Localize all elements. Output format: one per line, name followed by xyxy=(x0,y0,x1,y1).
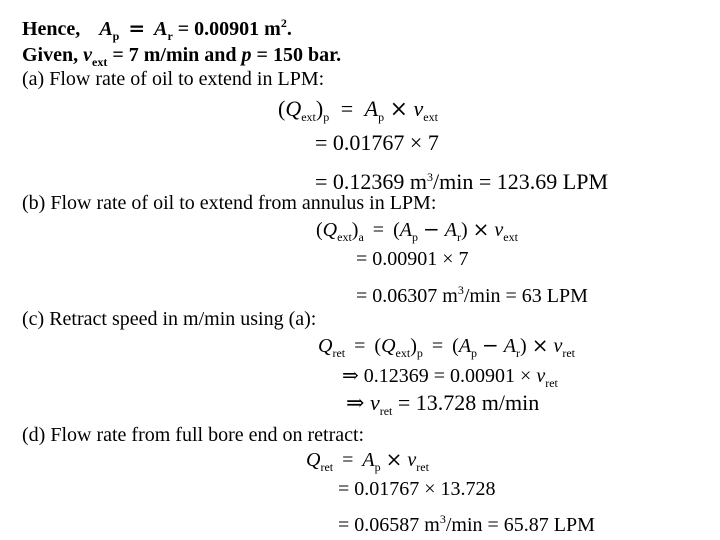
exponent: 3 xyxy=(439,512,446,526)
area-symbol: A xyxy=(364,96,379,121)
eq-a-3-value: = 0.12369 m xyxy=(315,169,428,194)
exponent: 3 xyxy=(457,283,464,297)
hence-value: = 0.00901 m xyxy=(177,18,281,40)
flow-symbol: Q xyxy=(285,96,302,121)
velocity-symbol: v xyxy=(369,390,380,415)
a-subscript: a xyxy=(358,230,364,244)
implies-icon: ⇒ xyxy=(346,391,365,416)
flow-symbol: Q xyxy=(322,219,338,241)
area-symbol: A xyxy=(458,335,472,357)
rod-subscript: r xyxy=(167,29,173,43)
given-label: Given, xyxy=(22,44,79,66)
flow-symbol: Q xyxy=(381,335,396,357)
eq-d-3-value: = 0.06587 m xyxy=(338,514,440,536)
p-subscript: p xyxy=(323,110,330,124)
r-subscript: r xyxy=(456,230,461,244)
ext-subscript: ext xyxy=(337,230,352,244)
eq-c-3 xyxy=(346,392,539,422)
implies-icon: ⇒ xyxy=(342,363,359,387)
eq-b-3 xyxy=(356,279,588,307)
eq-c-2-value: 0.12369 = 0.00901 × xyxy=(363,365,532,387)
ext-subscript: ext xyxy=(301,110,316,124)
piston-subscript: p xyxy=(112,29,120,43)
flow-symbol: Q xyxy=(318,335,333,357)
area-symbol: A xyxy=(154,18,168,40)
ret-subscript: ret xyxy=(332,346,346,360)
eq-d-3 xyxy=(338,508,595,536)
hence-label: Hence, xyxy=(22,18,81,40)
flow-symbol: Q xyxy=(306,449,321,471)
given-velocity-value: = 7 m/min and xyxy=(112,44,237,66)
velocity-symbol: v xyxy=(494,219,504,241)
eq-b-3-result: /min = 63 LPM xyxy=(463,285,588,307)
ext-subscript: ext xyxy=(395,346,411,360)
p-subscript: p xyxy=(411,230,418,244)
eq-b-3-value: = 0.06307 m xyxy=(356,285,458,307)
ret-subscript: ret xyxy=(416,460,429,474)
ext-subscript: ext xyxy=(92,55,108,69)
area-symbol: A xyxy=(362,449,375,471)
ext-subscript: ext xyxy=(423,110,438,124)
heading-c: (c) Retract speed in m/min using (a): xyxy=(22,308,317,330)
eq-d-1: $Q_{ret} = A_p \times v_{ret}$ xyxy=(306,447,429,474)
eq-c-3-result: = 13.728 m/min xyxy=(397,390,540,415)
period: . xyxy=(286,18,292,40)
velocity-symbol: v xyxy=(536,365,546,387)
eq-a-3 xyxy=(315,166,608,193)
heading-b: (b) Flow rate of oil to extend from annulus in LPM: xyxy=(22,192,437,214)
eq-d-3-result: /min = 65.87 LPM xyxy=(445,514,595,536)
ret-subscript: ret xyxy=(545,376,558,390)
heading-a: (a) Flow rate of oil to extend in LPM: xyxy=(22,68,325,90)
eq-a-1: $(Q_{ext})_p = A_p \times v_{ext}$ xyxy=(278,96,438,124)
exponent: 2 xyxy=(280,16,287,30)
hence-line: Hence, $A_p = A_r = 0.00901$ $m^2$. xyxy=(22,16,292,43)
p-subscript: p xyxy=(378,110,385,124)
ret-subscript: ret xyxy=(379,404,393,418)
eq-a-3-result: /min = 123.69 LPM xyxy=(433,169,609,194)
area-symbol: A xyxy=(503,335,517,357)
p-subscript: p xyxy=(374,460,381,474)
exponent: 3 xyxy=(427,170,434,184)
eq-b-2: = 0.00901 × 7 xyxy=(356,248,469,270)
eq-c-1: $Q_{ret} = (Q_{ext})_p = (A_p - A_r) \times v_{ret}$ xyxy=(318,333,575,360)
heading-d: (d) Flow rate from full bore end on retract: xyxy=(22,424,365,446)
eq-a-2: = 0.01767 × 7 xyxy=(315,130,439,155)
p-subscript: p xyxy=(416,346,423,360)
velocity-symbol: v xyxy=(407,449,417,471)
pressure-symbol: p xyxy=(241,44,252,66)
velocity-symbol: v xyxy=(83,44,93,66)
area-symbol: A xyxy=(399,219,412,241)
area-symbol: A xyxy=(99,18,113,40)
eq-b-1: $(Q_{ext})_a = (A_p - A_r) \times v_{ext}$ xyxy=(316,217,518,244)
velocity-symbol: v xyxy=(413,96,424,121)
eq-d-2: = 0.01767 × 13.728 xyxy=(338,478,496,500)
area-symbol: A xyxy=(444,219,457,241)
ext-subscript: ext xyxy=(503,230,518,244)
ret-subscript: ret xyxy=(320,460,334,474)
r-subscript: r xyxy=(516,346,521,360)
velocity-symbol: v xyxy=(553,335,563,357)
p-subscript: p xyxy=(471,346,478,360)
ret-subscript: ret xyxy=(562,346,575,360)
given-pressure-value: = 150 bar. xyxy=(256,44,342,66)
